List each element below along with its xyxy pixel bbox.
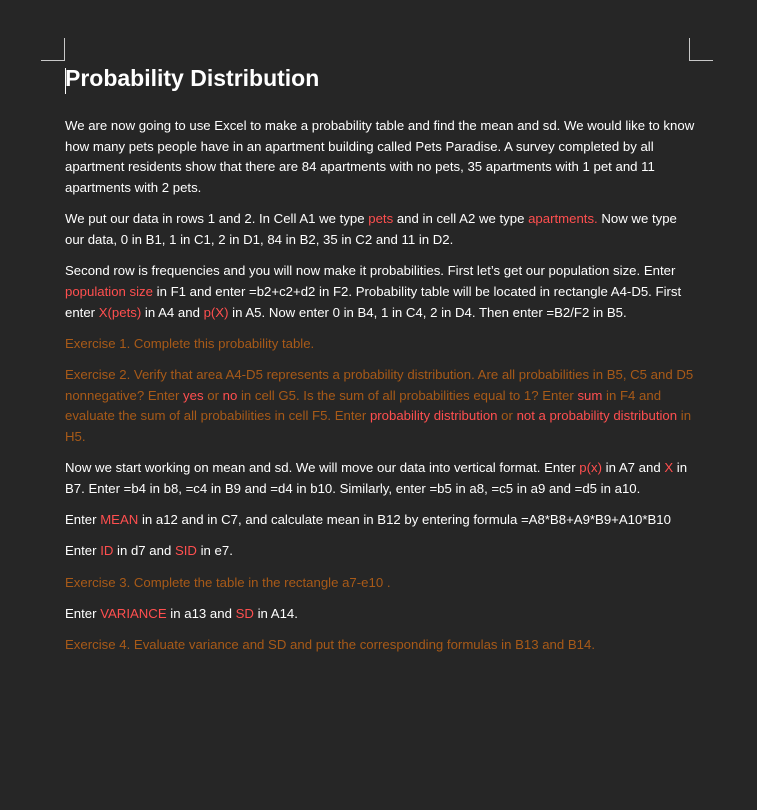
crop-mark-top-right-h — [690, 60, 713, 61]
exercise-1[interactable]: Exercise 1. Complete this probability table. — [65, 335, 315, 351]
paragraph-variance[interactable] — [65, 604, 695, 625]
highlight-variance: VARIANCE — [100, 605, 167, 621]
highlight-probability-distribution: probability distribution — [369, 408, 498, 424]
highlight-xpets: X(pets) — [98, 304, 142, 320]
text-run: in a13 and — [166, 605, 236, 621]
paragraph-id-sid[interactable] — [65, 541, 695, 562]
crop-mark-top-left-v — [64, 38, 65, 61]
text-run: in A4 and — [141, 304, 204, 320]
document-page[interactable] — [65, 62, 695, 666]
highlight-sd: SD — [235, 605, 254, 621]
text-run: Enter — [65, 543, 101, 559]
exercise-4[interactable]: Exercise 4. Evaluate variance and SD and put the corresponding formulas in B13 and B14. — [65, 637, 596, 653]
paragraph-vertical-format[interactable] — [65, 458, 695, 499]
document-title[interactable]: Probability Distribution — [65, 65, 320, 91]
highlight-pets: pets — [368, 211, 394, 227]
text-run: Now we start working on mean and sd. We will move our data into vertical format. Enter — [65, 460, 580, 476]
text-run: or — [497, 408, 517, 424]
highlight-mean: MEAN — [100, 512, 139, 528]
text-run: in H5. — [65, 408, 692, 445]
highlight-id: ID — [100, 543, 114, 559]
highlight-yes: yes — [183, 387, 204, 403]
text-run: Exercise 2. Verify that area A4-D5 represents a probability distribution. Are all probabilities in B5, C5 and D5 nonnegative? Enter — [65, 367, 694, 403]
text-run: in A7 and — [602, 460, 665, 476]
text-run: or — [203, 387, 223, 403]
text-run: in B7. Enter =b4 in b8, =c4 in B9 and =d4 in b10. Similarly, enter =b5 in a8, =c5 in a9 and =d5 in a10. — [65, 460, 688, 497]
crop-mark-top-right-v — [689, 38, 690, 61]
text-run: in A14. — [253, 605, 298, 621]
text-run: in a12 and in C7, and calculate mean in B12 by entering formula =A8*B8+A9*B9+A10*B10 — [138, 512, 671, 528]
exercise-3[interactable]: Exercise 3. Complete the table in the rectangle a7-e10 . — [65, 574, 391, 590]
text-run: Enter — [65, 605, 101, 621]
text-run: in e7. — [196, 543, 233, 559]
text-run: Second row is frequencies and you will now make it probabilities. First let’s get our population size. Enter — [65, 263, 676, 279]
text-run: Now we type our data, 0 in B1, 1 in C1, 2 in D1, 84 in B2, 35 in C2 and 11 in D2. — [65, 211, 677, 248]
paragraph-intro[interactable]: We are now going to use Excel to make a probability table and find the mean and sd. We would like to know how many pets people have in an apartment building called Pets Paradise. A survey completed by all apartment residents show that there are 84 apartments with no pets, 35 apartments with 1 pet and 11 apartments with 2 pets. — [65, 118, 695, 196]
text-run: in cell G5. Is the sum of all probabilities equal to 1? Enter — [237, 387, 578, 403]
highlight-not-probability-distribution: not a probability distribution — [516, 408, 678, 424]
highlight-sid: SID — [174, 543, 197, 559]
highlight-x: X — [664, 460, 674, 476]
text-run: in d7 and — [113, 543, 175, 559]
paragraph-data-entry[interactable] — [65, 209, 695, 250]
text-run: We put our data in rows 1 and 2. In Cell A1 we type — [65, 211, 369, 227]
paragraph-mean[interactable] — [65, 510, 695, 531]
text-run: in A5. Now enter 0 in B4, 1 in C4, 2 in D4. Then enter =B2/F2 in B5. — [228, 304, 627, 320]
paragraph-probabilities[interactable] — [65, 261, 695, 323]
text-run: in F1 and enter =b2+c2+d2 in F2. Probability table will be located in rectangle A4-D5. First enter — [65, 283, 682, 320]
highlight-sum: sum — [577, 387, 603, 403]
highlight-px-lower: p(x) — [579, 460, 603, 476]
highlight-apartments: apartments. — [528, 211, 598, 227]
text-run: Enter — [65, 512, 101, 528]
exercise-2[interactable] — [65, 365, 695, 448]
highlight-no: no — [222, 387, 238, 403]
highlight-population-size: population size — [65, 283, 153, 299]
text-run: and in cell A2 we type — [393, 211, 529, 227]
text-run: in F4 and evaluate the sum of all probabilities in cell F5. Enter — [65, 387, 662, 424]
highlight-px: p(X) — [203, 304, 229, 320]
crop-mark-top-left-h — [41, 60, 65, 61]
